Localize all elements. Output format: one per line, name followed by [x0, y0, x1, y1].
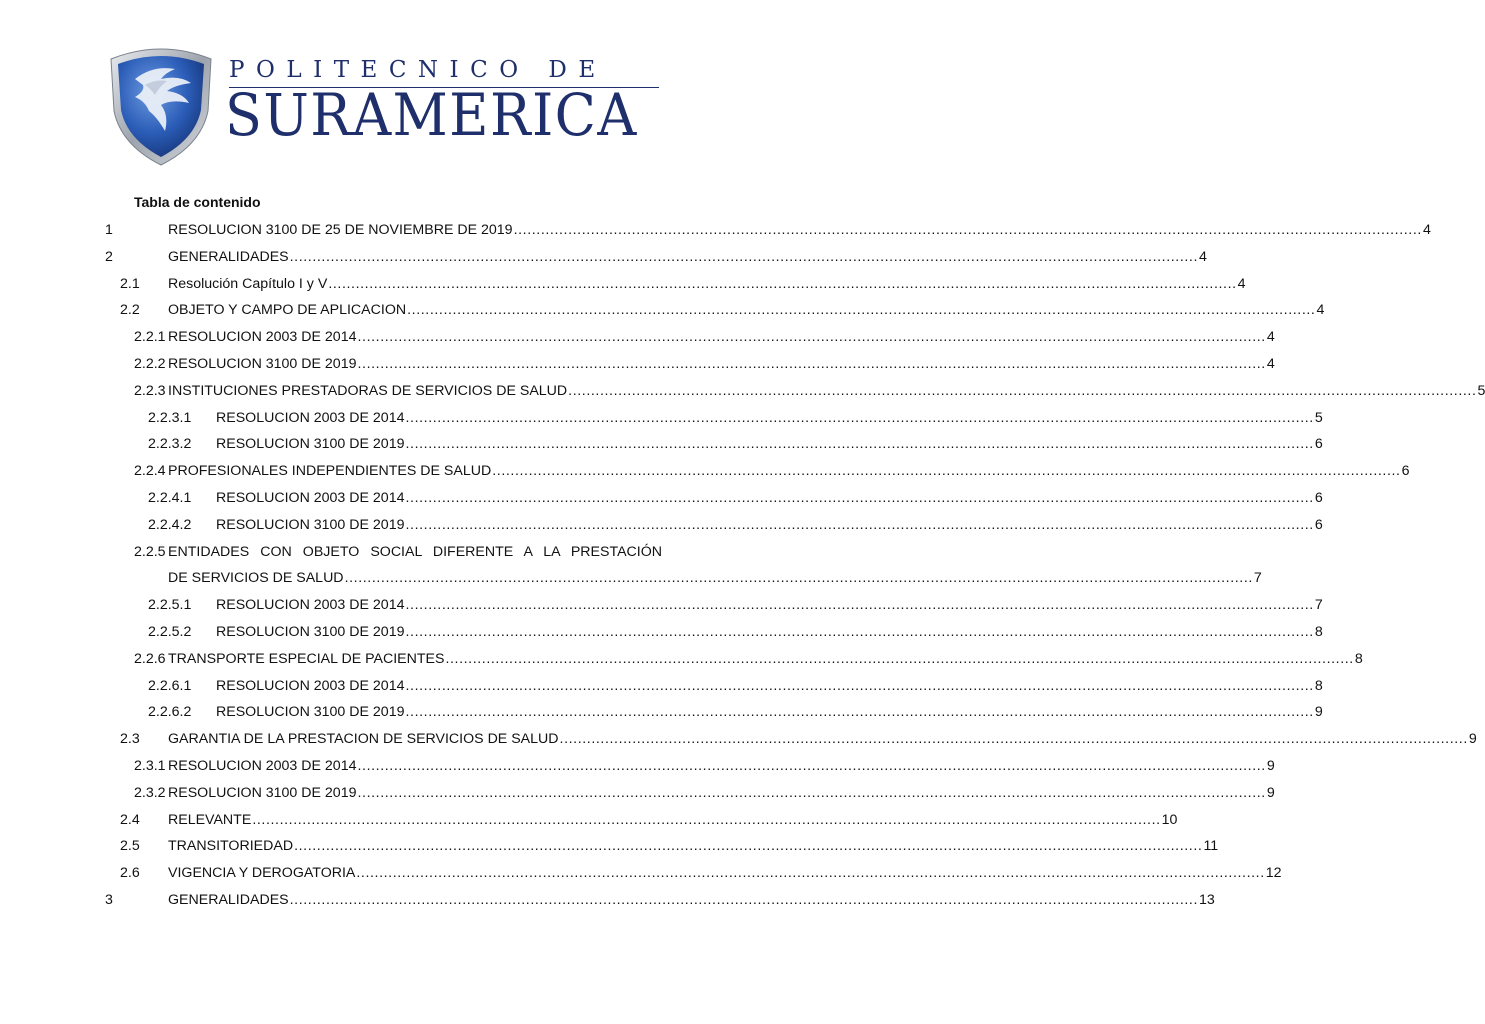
toc-entry-page: 4: [1199, 248, 1207, 265]
toc-leader-dots: ........................................................................................................................................................................................................: [492, 463, 1401, 480]
toc-leader-dots: ........................................................................................................................................................................................................: [568, 382, 1477, 399]
toc-entry-title: INSTITUCIONES PRESTADORAS DE SERVICIOS DE SALUD: [168, 382, 568, 399]
toc-entry-title: RESOLUCION 3100 DE 25 DE NOVIEMBRE DE 2019: [168, 222, 513, 238]
toc-leader-dots: ........................................................................................................................................................................................................: [356, 865, 1265, 882]
toc-entry[interactable]: [148, 409, 1323, 427]
brand-name-top: POLITECNICO DE: [229, 57, 607, 83]
toc-entry-page: 4: [1422, 222, 1431, 238]
toc-entry-continuation[interactable]: [168, 569, 1262, 587]
toc-entry[interactable]: [120, 837, 1219, 855]
toc-entry[interactable]: [105, 891, 1215, 909]
toc-entry[interactable]: [148, 677, 1323, 695]
toc-leader-dots: ........................................................................................................................................................................................................: [559, 731, 1468, 748]
toc-entry-number: 2.2.4.1: [148, 490, 192, 506]
toc-entry-page: 9: [1266, 784, 1275, 801]
document-header: [105, 45, 665, 175]
toc-entry-page: 10: [1161, 811, 1178, 828]
toc-leader-dots: ........................................................................................................................................................................................................: [328, 275, 1237, 292]
toc-leader-dots: ........................................................................................................................................................................................................: [513, 222, 1422, 238]
toc-entry-title: RESOLUCION 3100 DE 2019: [216, 436, 405, 453]
toc-leader-dots: ........................................................................................................................................................................................................: [405, 490, 1314, 506]
toc-entry-number: 2.1: [120, 275, 140, 292]
toc-entry-page: 7: [1314, 597, 1323, 614]
brand-name-main: SURAMERICA: [225, 81, 638, 149]
toc-entry[interactable]: [105, 248, 1207, 266]
toc-entry-number: 2.2.4: [134, 463, 166, 480]
toc-entry-number: 2.5: [120, 838, 140, 855]
toc-leader-dots: ........................................................................................................................................................................................................: [252, 811, 1161, 828]
toc-entry-title: RESOLUCION 2003 DE 2014: [216, 409, 405, 426]
toc-entry-page: 6: [1314, 490, 1323, 506]
toc-entry-page: 9: [1468, 731, 1477, 748]
toc-entry-number: 2.3.1: [134, 758, 166, 774]
toc-leader-dots: ........................................................................................................................................................................................................: [357, 356, 1266, 372]
toc-entry-page: 5: [1477, 382, 1485, 399]
toc-entry[interactable]: [105, 221, 1431, 239]
toc-entry-number: 2.4: [120, 811, 140, 828]
toc-entry-number: 3: [105, 892, 113, 908]
toc-entry-number: 2.3: [120, 731, 140, 748]
toc-leader-dots: ........................................................................................................................................................................................................: [445, 650, 1354, 667]
toc-entry-number: 1: [105, 222, 113, 238]
toc-entry-title: RESOLUCION 3100 DE 2019: [216, 516, 405, 533]
toc-leader-dots: ........................................................................................................................................................................................................: [405, 597, 1314, 614]
toc-entry-title: OBJETO Y CAMPO DE APLICACION: [168, 302, 407, 319]
toc-leader-dots: ........................................................................................................................................................................................................: [294, 838, 1203, 855]
toc-entry[interactable]: [134, 355, 1275, 373]
toc-entry-title: GARANTIA DE LA PRESTACION DE SERVICIOS DE SALUD: [168, 731, 559, 748]
toc-entry[interactable]: [148, 623, 1323, 641]
toc-entry-page: 8: [1314, 624, 1323, 640]
toc-entry-page: 6: [1401, 463, 1410, 480]
toc-entry-title: RESOLUCION 3100 DE 2019: [216, 624, 405, 640]
toc-entry-title: RESOLUCION 3100 DE 2019: [168, 356, 357, 372]
toc-entry-number: 2.2.5.1: [148, 597, 192, 614]
toc-entry-title: RESOLUCION 2003 DE 2014: [216, 677, 405, 694]
toc-entry-title: ENTIDADES CON OBJETO SOCIAL DIFERENTE A LA PRESTACIÓN: [168, 543, 662, 560]
toc-entry[interactable]: [134, 784, 1275, 802]
toc-entry[interactable]: [134, 462, 1410, 480]
toc-entry-title: RESOLUCION 2003 DE 2014: [168, 758, 357, 774]
toc-entry-title: TRANSITORIEDAD: [168, 838, 294, 855]
toc-entry-title: RESOLUCION 3100 DE 2019: [216, 704, 405, 721]
toc-entry-page: 5: [1314, 409, 1323, 426]
toc-entry-number: 2: [105, 248, 113, 265]
toc-entry-page: 12: [1265, 865, 1282, 882]
toc-entry[interactable]: [148, 596, 1323, 614]
toc-leader-dots: ........................................................................................................................................................................................................: [405, 704, 1314, 721]
toc-entry-page: 4: [1316, 302, 1325, 319]
toc-entry-number: 2.2.3.2: [148, 436, 192, 453]
toc-entry[interactable]: [134, 650, 1363, 668]
toc-entry-number: 2.6: [120, 865, 140, 882]
toc-entry-number: 2.2.5.2: [148, 624, 192, 640]
toc-entry[interactable]: [148, 435, 1323, 453]
toc-leader-dots: ........................................................................................................................................................................................................: [405, 677, 1314, 694]
toc-entry-page: 9: [1266, 758, 1275, 774]
toc-entry[interactable]: [148, 703, 1323, 721]
toc-entry-number: 2.2.5: [134, 543, 166, 560]
toc-entry-page: 9: [1314, 704, 1323, 721]
toc-entry-title: RESOLUCION 3100 DE 2019: [168, 784, 357, 801]
toc-leader-dots: ........................................................................................................................................................................................................: [357, 784, 1266, 801]
toc-entry[interactable]: [148, 516, 1323, 534]
toc-entry-number: 2.2.6.1: [148, 677, 192, 694]
toc-leader-dots: ........................................................................................................................................................................................................: [405, 516, 1314, 533]
toc-leader-dots: ........................................................................................................................................................................................................: [289, 892, 1198, 908]
toc-entry[interactable]: [134, 757, 1275, 775]
toc-leader-dots: ........................................................................................................................................................................................................: [344, 570, 1253, 587]
toc-entry-number: 2.2.3: [134, 382, 166, 399]
toc-leader-dots: ........................................................................................................................................................................................................: [405, 624, 1314, 640]
toc-entry-title: RELEVANTE: [168, 811, 252, 828]
toc-entry-title: RESOLUCION 2003 DE 2014: [168, 329, 357, 346]
toc-entry-page: 4: [1266, 356, 1275, 372]
toc-entry[interactable]: [120, 275, 1246, 293]
toc-entry-title: GENERALIDADES: [168, 892, 289, 908]
toc-entry-number: 2.2.1: [134, 329, 166, 346]
toc-entry-title-continuation: DE SERVICIOS DE SALUD: [168, 570, 344, 587]
shield-eagle-icon: [105, 45, 217, 167]
toc-title: Tabla de contenido: [134, 194, 261, 210]
toc-entry-number: 2.2.3.1: [148, 409, 192, 426]
toc-leader-dots: ........................................................................................................................................................................................................: [289, 248, 1198, 265]
toc-entry-page: 11: [1203, 838, 1219, 855]
toc-entry-page: 13: [1199, 892, 1215, 908]
toc-entry-number: 2.3.2: [134, 784, 166, 801]
toc-entry-title: RESOLUCION 2003 DE 2014: [216, 597, 405, 614]
toc-entry-page: 4: [1237, 275, 1246, 292]
toc-entry-page: 8: [1314, 677, 1323, 694]
toc-leader-dots: ........................................................................................................................................................................................................: [357, 329, 1266, 346]
toc-entry-title: VIGENCIA Y DEROGATORIA: [168, 865, 356, 882]
toc-entry[interactable]: [120, 864, 1282, 882]
toc-leader-dots: ........................................................................................................................................................................................................: [405, 409, 1314, 426]
toc-entry[interactable]: [120, 811, 1178, 829]
toc-entry[interactable]: [134, 328, 1275, 346]
toc-entry-title: Resolución Capítulo I y V: [168, 275, 328, 292]
toc-entry-page: 7: [1253, 570, 1262, 587]
toc-leader-dots: ........................................................................................................................................................................................................: [407, 302, 1316, 319]
toc-entry-number: 2.2.6: [134, 650, 166, 667]
toc-entry-page: 6: [1314, 436, 1323, 453]
toc-entry-title: GENERALIDADES: [168, 248, 289, 265]
toc-entry-number: 2.2.6.2: [148, 704, 192, 721]
toc-entry-number: 2.2.2: [134, 356, 166, 372]
toc-entry[interactable]: [148, 489, 1323, 507]
toc-entry[interactable]: [134, 382, 1485, 400]
toc-entry-title: TRANSPORTE ESPECIAL DE PACIENTES: [168, 650, 445, 667]
toc-entry-title: RESOLUCION 2003 DE 2014: [216, 490, 405, 506]
toc-entry-page: 6: [1314, 516, 1323, 533]
toc-leader-dots: ........................................................................................................................................................................................................: [357, 758, 1266, 774]
toc-entry-title: PROFESIONALES INDEPENDIENTES DE SALUD: [168, 463, 492, 480]
toc-entry-number: 2.2: [120, 302, 140, 319]
toc-entry[interactable]: [134, 543, 662, 561]
toc-entry[interactable]: [120, 730, 1477, 748]
toc-entry-page: 4: [1266, 329, 1275, 346]
toc-entry-number: 2.2.4.2: [148, 516, 192, 533]
toc-entry-page: 8: [1354, 650, 1363, 667]
toc-entry[interactable]: [120, 301, 1325, 319]
toc-leader-dots: ........................................................................................................................................................................................................: [405, 436, 1314, 453]
